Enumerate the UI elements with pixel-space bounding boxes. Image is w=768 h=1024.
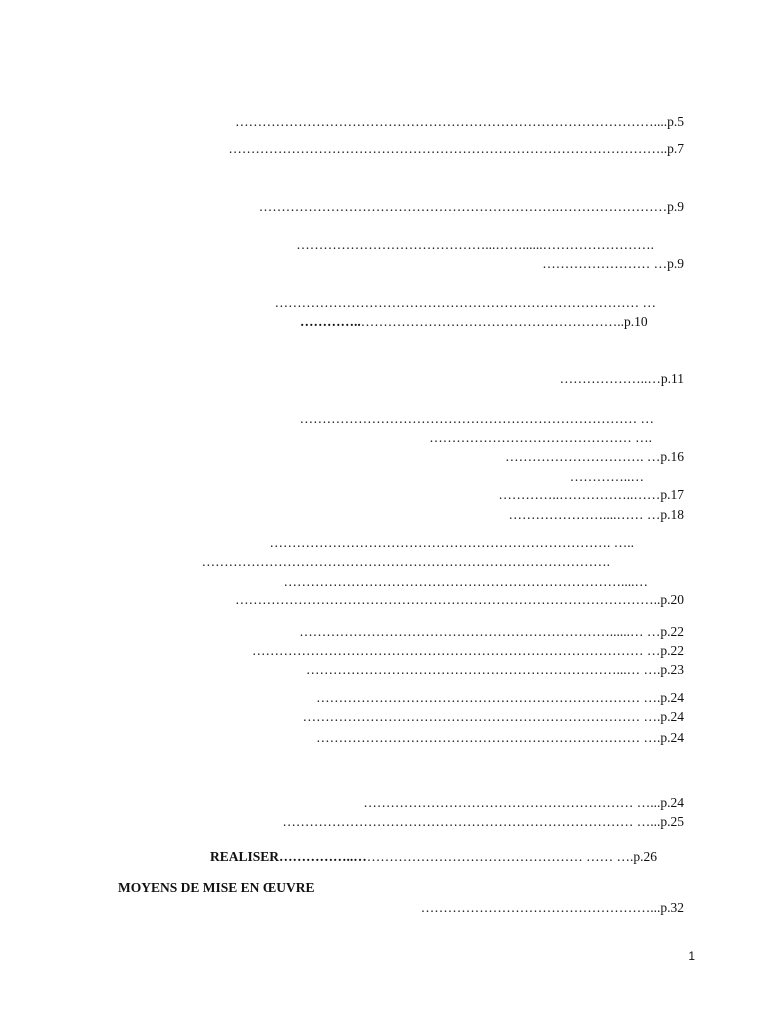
toc-leader: ………………………………………………………………… … — [299, 411, 654, 426]
toc-entry-p5: …………………………………………………………………………………....p.5 — [235, 114, 684, 129]
toc-entry-p22-b: …………………………………………………………………………… …p.22 — [252, 643, 684, 658]
toc-entry-p24-c: ……………………………………………………………… ….p.24 — [316, 730, 684, 745]
toc-leader-bold: ………….. — [300, 314, 361, 329]
toc-leader: ……………………………………...……......……………………. — [296, 237, 654, 252]
toc-leader: ……………………………………… …. — [429, 430, 652, 445]
toc-leader: …………………………………………………………………....… — [283, 574, 648, 589]
toc-leader: …………………………………………………..p.10 — [360, 314, 648, 329]
toc-entry-p9-b: …………………… …p.9 — [542, 256, 684, 271]
toc-entry-p26 — [210, 849, 684, 865]
toc-entry-p22: ……………………………………………………………......… …p.22 — [299, 624, 684, 639]
toc-leader: ………………………………………… …… ….p.26 — [366, 849, 658, 864]
toc-entry-p32: ……………………………………………...p.32 — [420, 900, 684, 915]
toc-entry-p16: …………………………. …p.16 — [505, 449, 684, 464]
toc-entry-p7: ……………………………………………………………………………………..p.7 — [228, 141, 684, 156]
toc-entry-p11: ………………..…p.11 — [559, 371, 684, 386]
toc-entry-p17: …………..……………..……p.17 — [498, 487, 684, 502]
toc-entry-p9: ………………………………………………………….……………………p.9 — [258, 199, 684, 214]
toc-leader: …………..… — [569, 469, 644, 484]
toc-entry-p24: ……………………………………………………………… ….p.24 — [316, 690, 684, 705]
toc-entry-p18: …………………....…… …p.18 — [508, 507, 684, 522]
toc-leader-bold: ……………..… — [279, 849, 367, 864]
toc-entry-p24-b: ………………………………………………………………… ….p.24 — [302, 709, 684, 724]
toc-entry-p10 — [300, 314, 684, 330]
toc-entry-p20: …………………………………………………………………………………..p.20 — [235, 592, 684, 607]
toc-entry-p25: …………………………………………………………………… …...p.25 — [282, 814, 684, 829]
toc-heading-realiser: REALISER — [210, 849, 280, 864]
toc-leader: ………………………………………………………………………………. — [201, 554, 610, 569]
toc-heading-moyens: MOYENS DE MISE EN ŒUVRE — [118, 880, 315, 895]
toc-entry-p24-d: …………………………………………………… …...p.24 — [363, 795, 684, 810]
toc-entry-p23: ……………………………………………………………...… ….p.23 — [306, 662, 684, 677]
toc-leader: ……………………………………………………………………… … — [274, 295, 656, 310]
page-number: 1 — [688, 949, 695, 963]
toc-leader: …………………………………………………………………. ….. — [269, 535, 634, 550]
